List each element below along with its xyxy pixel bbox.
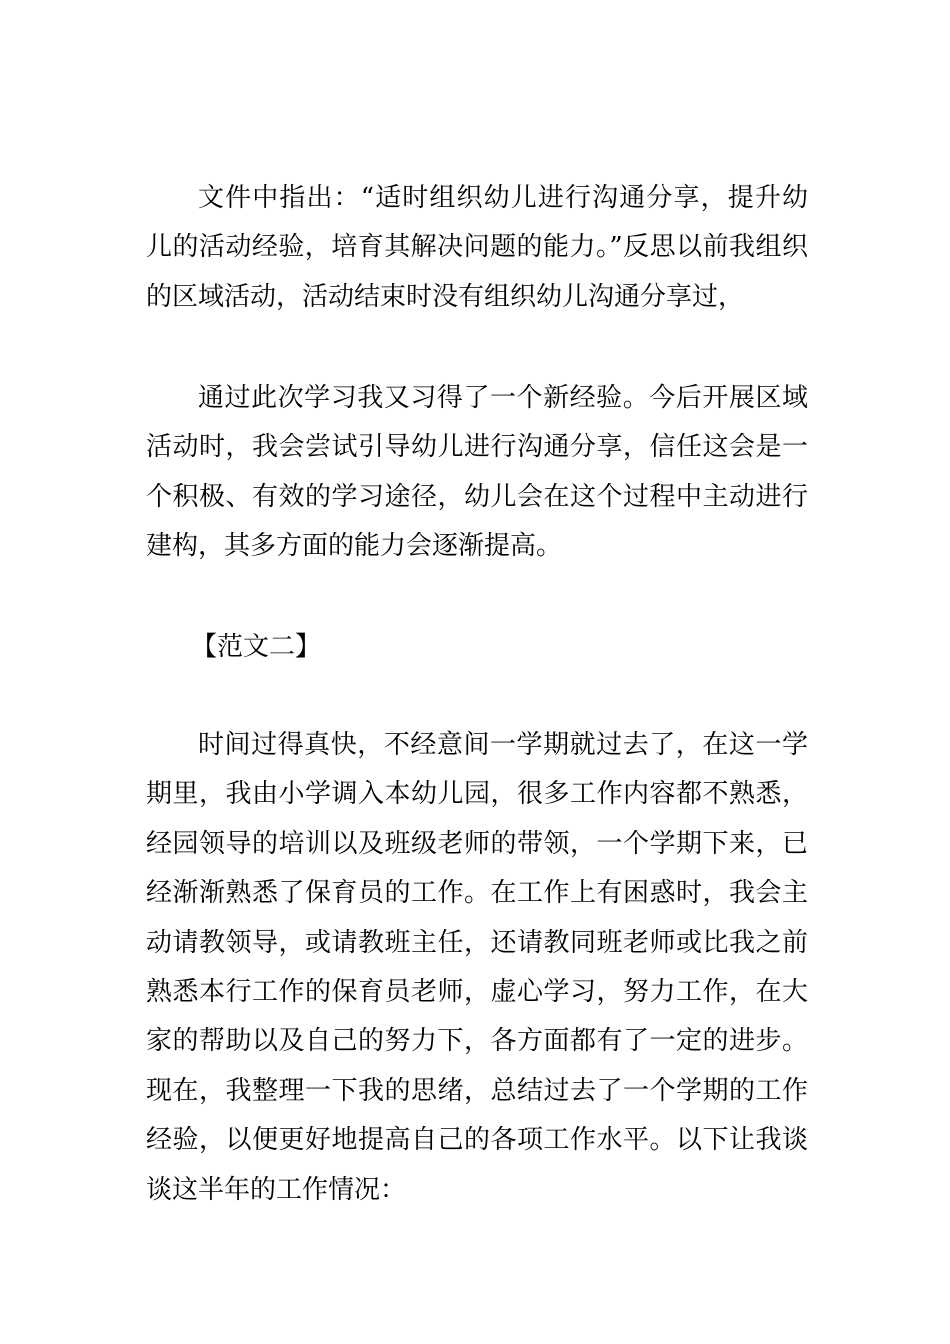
- paragraph-new-experience: 通过此次学习我又习得了一个新经验。今后开展区域活动时，我会尝试引导幼儿进行沟通分享，信任这会是一个积极、有效的学习途径，幼儿会在这个过程中主动进行建构，其多方面的能力会逐渐提高。: [146, 383, 808, 562]
- section-heading: 【范文二】: [191, 632, 322, 662]
- paragraph-work-summary: 时间过得真快，不经意间一学期就过去了，在这一学期里，我由小学调入本幼儿园，很多工作内容都不熟悉，经园领导的培训以及班级老师的带领，一个学期下来，已经渐渐熟悉了保育员的工作。在工作上有困惑时，我会主动请教领导，或请教班主任，还请教同班老师或比我之前熟悉本行工作的保育员老师，虚心学习，努力工作，在大家的帮助以及自己的努力下，各方面都有了一定的进步。现在，我整理一下我的思绪，总结过去了一个学期的工作经验，以便更好地提高自己的各项工作水平。以下让我谈谈这半年的工作情况：: [146, 730, 808, 1205]
- paragraph-reflection: 文件中指出：“适时组织幼儿进行沟通分享，提升幼儿的活动经验，培育其解决问题的能力。”反思以前我组织的区域活动，活动结束时没有组织幼儿沟通分享过，: [146, 183, 808, 312]
